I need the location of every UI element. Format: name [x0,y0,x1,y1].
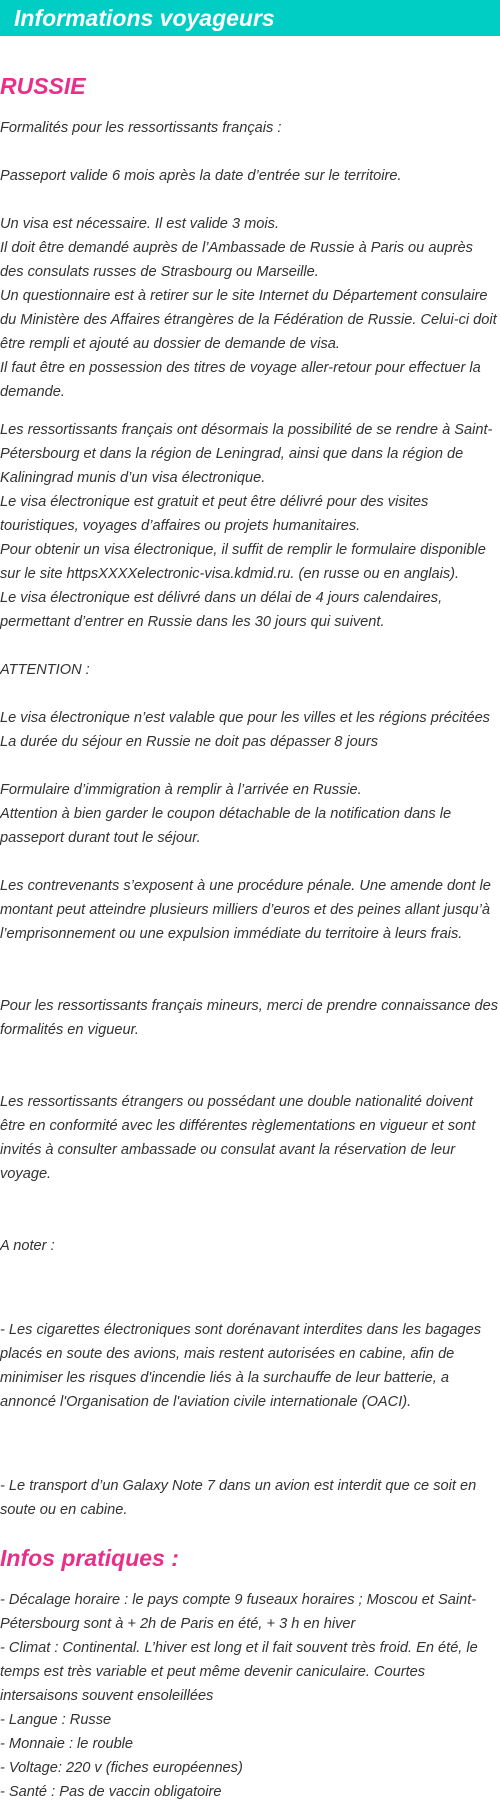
galaxy-note-text: - Le transport d’un Galaxy Note 7 dans un avion est interdit que ce soit en soute ou en cabine. [0,1478,477,1518]
infos-heading: Infos pratiques : [0,1545,179,1571]
visa-line-4: Il faut être en possession des titres de voyage aller-retour pour effectuer la demande. [0,360,481,400]
note-label: A noter : [0,1238,55,1254]
info-item-health: - Santé : Pas de vaccin obligatoire [0,1784,222,1800]
visa-line-1: Un visa est nécessaire. Il est valide 3 mois. [0,216,280,232]
attention-label: ATTENTION : [0,662,90,678]
evisa-line-4: Le visa électronique est délivré dans un délai de 4 jours calendaires, permettant d’entrer en Russie dans les 30 jours qui suivent. [0,590,443,630]
passport-text: Passeport valide 6 mois après la date d’entrée sur le territoire. [0,168,402,184]
visa-line-3: Un questionnaire est à retirer sur le site Internet du Département consulaire du Ministère des Affaires étrangères de la Fédération de Russie. Celui-ci doit être rempli et ajouté au dossier de demande de visa. [0,288,497,352]
page-title: Informations voyageurs [14,5,275,31]
ecigarette-text: - Les cigarettes électroniques sont dorénavant interdites dans les bagages placés en soute des avions, mais restent autorisées en cabine, afin de minimiser les risques d'incendie liés à la surchauffe de leur batterie, a annoncé l'Organisation de l'aviation civile internationale (OACI). [0,1322,482,1410]
info-item-currency: - Monnaie : le rouble [0,1736,134,1752]
penalty-text: Les contrevenants s’exposent à une procédure pénale. Une amende dont le montant peut atteindre plusieurs milliers d’euros et des peines allant jusqu’à l’emprisonnement ou une expulsion immédiate du territoire à leurs frais. [0,878,491,942]
formalities-intro: Formalités pour les ressortissants français : [0,120,282,136]
evisa-line-2: Le visa électronique est gratuit et peut être délivré pour des visites touristiques, voyages d’affaires ou projets humanitaires. [0,494,429,534]
info-item-language: - Langue : Russe [0,1712,112,1728]
info-item-timezone: - Décalage horaire : le pays compte 9 fuseaux horaires ; Moscou et Saint-Pétersbourg sont à + 2h de Paris en été, + 3 h en hiver [0,1592,477,1632]
minors-text: Pour les ressortissants français mineurs, merci de prendre connaissance des formalités en vigueur. [0,998,499,1038]
country-heading: RUSSIE [0,73,86,99]
foreigners-text: Les ressortissants étrangers ou possédant une double nationalité doivent être en conformité avec les différentes règlementations en vigueur et sont invités à consulter ambassade ou consulat avant la réservation de leur voyage. [0,1094,476,1182]
info-item-climate: - Climat : Continental. L’hiver est long et il fait souvent très froid. En été, le temps est très variable et peut même devenir caniculaire. Courtes intersaisons souvent ensoleillées [0,1640,478,1704]
visa-line-2: Il doit être demandé auprès de l’Ambassade de Russie à Paris ou auprès des consulats russes de Strasbourg ou Marseille. [0,240,473,280]
evisa-line-1: Les ressortissants français ont désormais la possibilité de se rendre à Saint-Pétersbourg et dans la région de Leningrad, ainsi que dans la région de Kaliningrad munis d’un visa électronique. [0,422,493,486]
header-banner [0,0,500,36]
evisa-line-3: Pour obtenir un visa électronique, il suffit de remplir le formulaire disponible sur le site httpsXXXXelectronic-visa.kdmid.ru. (en russe ou en anglais). [0,542,486,582]
evisa-warning-1: Le visa électronique n’est valable que pour les villes et les régions précitées [0,710,490,726]
info-item-voltage: - Voltage: 220 v (fiches européennes) [0,1760,243,1776]
content [0,70,500,1804]
immigration-line-1: Formulaire d’immigration à remplir à l’arrivée en Russie. [0,782,362,798]
evisa-warning-2: La durée du séjour en Russie ne doit pas dépasser 8 jours [0,734,379,750]
immigration-line-2: Attention à bien garder le coupon détachable de la notification dans le passeport durant tout le séjour. [0,806,452,846]
